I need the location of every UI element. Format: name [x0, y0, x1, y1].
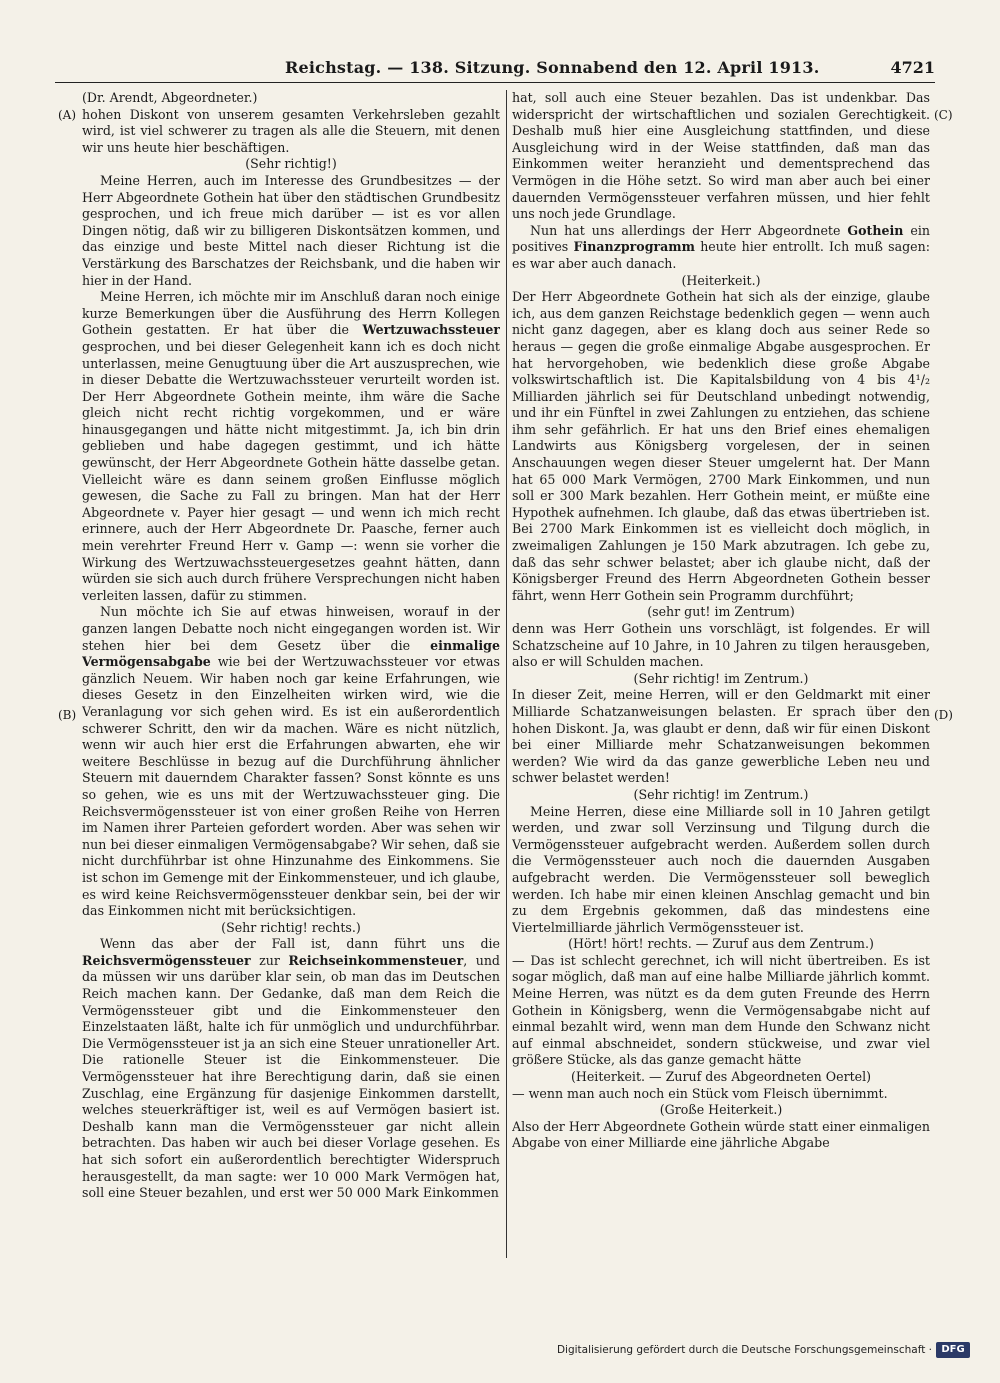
paragraph: Der Herr Abgeordnete Gothein hat sich als der einzige, glaube ich, aus dem ganzen Reichstage bedenklich gegen — wenn auch nicht ganz dagegen, aber es klang doch aus seiner Rede so heraus — gegen die große einmalige Abgabe ausgesprochen. Er hat hervorgehoben, wie bedenklich diese große Abgabe volkswirtschaftlich ist. Die Kapitalsbildung von 4 bis 4¹/₂ Milliarden jährlich sei für Deutschland unbedingt notwendig, und ihr ein Fünftel in zwei Zahlungen zu entziehen, das schiene ihm sehr gefährlich. Er hat uns den Brief eines ehemaligen Landwirts aus Königsberg vorgelesen, der in seinen Anschauungen wegen dieser Steuer umgelernt hat. Der Mann hat 65 000 Mark Vermögen, 2700 Mark Einkommen, und nun soll er 300 Mark bezahlen. Herr Gothein meint, er müßte eine Hypothek aufnehmen. Ich glaube, daß das etwas übertrieben ist. Bei 2700 Mark Einkommen ist es vielleicht doch möglich, in zweimaligen Zahlungen je 150 Mark abzutragen. Ich gebe zu, daß das sehr schwer belastet; aber ich glaube nicht, daß der Königsberger Freund des Herrn Abgeordneten Gothein besser fährt, wenn Herr Gothein sein Programm durchführt; — [512, 289, 930, 603]
page-header — [55, 52, 935, 83]
page-number: 4721 — [890, 58, 935, 77]
interjection: (Sehr richtig! rechts.) — [221, 919, 361, 935]
paragraph: Nun möchte ich Sie auf etwas hinweisen, worauf in der ganzen langen Debatte noch nicht eingegangen worden ist. Wir stehen hier bei dem Gesetz über die einmalige Vermögensabgabe wie bei der Wertzuwachssteuer vor etwas gänzlich Neuem. Wir haben noch gar keine Erfahrungen, wie dieses Gesetz in den Einzelheiten wirken wird, wie die Veranlagung vor sich gehen wird. Es ist ein außerordentlich schwerer Schritt, den wir da machen. Wäre es nicht nützlich, wenn wir auch hier erst die Erfahrungen abwarten, ehe wir weitere Beschlüsse in bezug auf die Durchführung ähnlicher Steuern mit dauerndem Charakter fassen? Sonst könnte es uns so gehen, wie es uns mit der Wertzuwachssteuer ging. Die Reichsvermögenssteuer ist von einer großen Reihe von Herren im Namen ihrer Parteien gefordert worden. Aber was sehen wir nun bei dieser einmaligen Vermögensabgabe? Wir sehen, daß sie nicht durchführbar ist ohne Hinzunahme des Einkommens. Sie ist schon im Gemenge mit der Einkommensteuer, und ich glaube, es wird keine Reichsvermögenssteuer denkbar sein, bei der wir das Einkommen nicht mit berücksichtigen. — [82, 604, 500, 919]
paragraph: Wenn das aber der Fall ist, dann führt uns die Reichsvermögenssteuer zur Reichseinkommensteuer, und da müssen wir uns darüber klar sein, ob man das im Deutschen Reich machen kann. Der Gedanke, daß man dem Reich die Vermögenssteuer gibt und die Einkommensteuer den Einzelstaaten läßt, halte ich für unmöglich und undurchführbar. Die Vermögenssteuer ist ja an sich eine Steuer unrationeller Art. Die rationelle Steuer ist die Einkommensteuer. Die Vermögenssteuer hat ihre Berechtigung darin, daß sie einen Zuschlag, eine Ergänzung für dasjenige Einkommen darstellt, welches steuerkräftiger ist, weil es auf Vermögen basiert ist. Deshalb kann man die Vermögenssteuer gar nicht allein betrachten. Das haben wir auch bei dieser Vorlage gesehen. Es hat sich sofort ein außerordentlich berechtigter Widerspruch herausgestellt, da man sagte: wer 10 000 Mark Vermögen hat, soll eine Steuer bezahlen, und erst wer 50 000 Mark Einkommen — [82, 936, 500, 1201]
digitization-footer — [550, 1342, 970, 1360]
paragraph: Meine Herren, diese eine Milliarde soll in 10 Jahren getilgt werden, und zwar soll Verzinsung und Tilgung durch die Vermögenssteuer aufgebracht werden. Außerdem sollen durch die Vermögenssteuer auch noch die dauernden Ausgaben aufgebracht werden. Die Vermögenssteuer soll beweglich werden. Ich habe mir einen kleinen Anschlag gemacht und bin zu dem Ergebnis gekommen, daß das mindestens eine Viertelmilliarde jährlich Vermögenssteuer ist. — [512, 803, 930, 935]
paragraph: In dieser Zeit, meine Herren, will er den Geldmarkt mit einer Milliarde Schatzanweisungen belasten. Er sprach über den hohen Diskont. Ja, was glaubt er denn, daß wir für einen Diskont bei einer Milliarde mehr Schatzanweisungen bekommen werden? Wie wird da das ganze gewerbliche Leben neu und schwer belastet werden! — [512, 687, 930, 786]
highlighted-term: einmalige Vermögensabgabe — [82, 637, 500, 670]
highlighted-term: Reichseinkommensteuer — [288, 952, 464, 968]
highlighted-term: Wertzuwachssteuer — [362, 322, 500, 338]
margin-marker-c: (C) — [934, 108, 953, 122]
highlighted-term: Finanzprogramm — [573, 239, 695, 255]
margin-marker-d: (D) — [934, 708, 953, 722]
interjection: (Sehr richtig! im Zentrum.) — [633, 786, 809, 802]
paragraph: hat, soll auch eine Steuer bezahlen. Das ist undenkbar. Das widerspricht der wirtschaftlichen und sozialen Gerechtigkeit. Deshalb muß hier eine Ausgleichung stattfinden, und diese Ausgleichung wird in der Weise stattfinden, daß man das Einkommen weiter heranzieht und dementsprechend das Vermögen in die Höhe setzt. So wird man aber auch bei einer dauernden Vermögenssteuer verfahren müssen, und hier fehlt uns noch jede Grundlage. — [512, 90, 930, 222]
interjection: (Heiterkeit. — Zuruf des Abgeordneten Oertel) — [570, 1069, 872, 1085]
running-title: Reichstag. — 138. Sitzung. Sonnabend den 12. April 1913. — [285, 58, 820, 77]
dfg-logo: DFG — [936, 1342, 970, 1358]
paragraph: Nun hat uns allerdings der Herr Abgeordnete Gothein ein positives Finanzprogramm heute hier entrollt. Ich muß sagen: es war aber auch danach. — [512, 222, 930, 271]
margin-marker-a: (A) — [58, 108, 77, 122]
right-column — [512, 90, 930, 1260]
funding-notice: Digitalisierung gefördert durch die Deutsche Forschungsgemeinschaft · — [556, 1344, 932, 1356]
paragraph: Meine Herren, auch im Interesse des Grundbesitzes — der Herr Abgeordnete Gothein hat über den städtischen Grundbesitz gesprochen, und ich freue mich darüber — ist es vor allen Dingen nötig, daß wir zu billigeren Diskontsätzen kommen, und das einzige und beste Mittel nach dieser Richtung ist die Verstärkung des Barschatzes der Reichsbank, und die haben wir hier in der Hand. — [82, 172, 500, 288]
interjection: (Sehr richtig!) — [245, 156, 337, 172]
interjection: (Heiterkeit.) — [681, 272, 761, 288]
interjection: (Große Heiterkeit.) — [659, 1102, 783, 1118]
paragraph: denn was Herr Gothein uns vorschlägt, ist folgendes. Er will Schatzscheine auf 10 Jahre, in 10 Jahren zu tilgen herausgeben, also er will Schulden machen. — [512, 621, 930, 670]
left-column — [82, 90, 500, 1260]
paragraph: hohen Diskont von unserem gesamten Verkehrsleben gezahlt wird, ist viel schwerer zu tragen als alle die Steuern, mit denen wir uns heute hier beschäftigen. — [82, 106, 500, 155]
highlighted-term: Gothein — [847, 222, 904, 238]
paragraph: Also der Herr Abgeordnete Gothein würde statt einer einmaligen Abgabe von einer Milliarde eine jährliche Abgabe — [512, 1118, 930, 1151]
interjection: (sehr gut! im Zentrum) — [647, 604, 795, 620]
interjection: (Hört! hört! rechts. — Zuruf aus dem Zentrum.) — [568, 936, 874, 952]
paragraph: — Das ist schlecht gerechnet, ich will nicht übertreiben. Es ist sogar möglich, daß man auf eine halbe Milliarde jährlich kommt. Meine Herren, was nützt es da dem guten Freunde des Herrn Gothein in Königsberg, wenn die Vermögensabgabe nicht auf einmal bezahlt wird, wenn man dem Hunde den Schwanz nicht auf einmal abschneidet, sondern stückweise, und zwar viel größere Stücke, als das ganze gemacht hätte — [512, 952, 930, 1068]
paragraph: Meine Herren, ich möchte mir im Anschluß daran noch einige kurze Bemerkungen über die Ausführung des Herrn Kollegen Gothein gestatten. Er hat über die Wertzuwachssteuer gesprochen, und bei dieser Gelegenheit kann ich es doch nicht unterlassen, meine Genugtuung über die Art auszusprechen, wie in dieser Debatte die Wertzuwachssteuer verurteilt worden ist. Der Herr Abgeordnete Gothein meinte, ihm wäre die Sache gleich nicht recht richtig vorgekommen, und er wäre hinausgegangen und hätte nicht mitgestimmt. Ja, ich bin drin geblieben und habe dagegen gestimmt, und ich hätte gewünscht, der Herr Abgeordnete Gothein hätte dasselbe getan. Vielleicht wäre es dann seinem großen Einflusse möglich gewesen, die Sache zu Fall zu bringen. Man hat der Herr Abgeordnete v. Payer hier gesagt — und wenn ich mich recht erinnere, auch der Herr Abgeordnete Dr. Paasche, ferner auch mein verehrter Freund Herr v. Gamp —: wenn sie vorher die Wirkung des Wertzuwachssteuergesetzes geahnt hätten, dann würden sie sich auch durch frühere Versprechungen nicht haben verleiten lassen, dafür zu stimmen. — [82, 289, 500, 603]
highlighted-term: Reichsvermögenssteuer — [82, 952, 251, 968]
margin-marker-b: (B) — [58, 708, 77, 722]
interjection: (Sehr richtig! im Zentrum.) — [633, 670, 809, 686]
column-divider — [506, 90, 507, 1258]
paragraph: — wenn man auch noch ein Stück vom Fleisch übernimmt. — [512, 1085, 888, 1101]
speaker-line: (Dr. Arendt, Abgeordneter.) — [82, 90, 258, 105]
